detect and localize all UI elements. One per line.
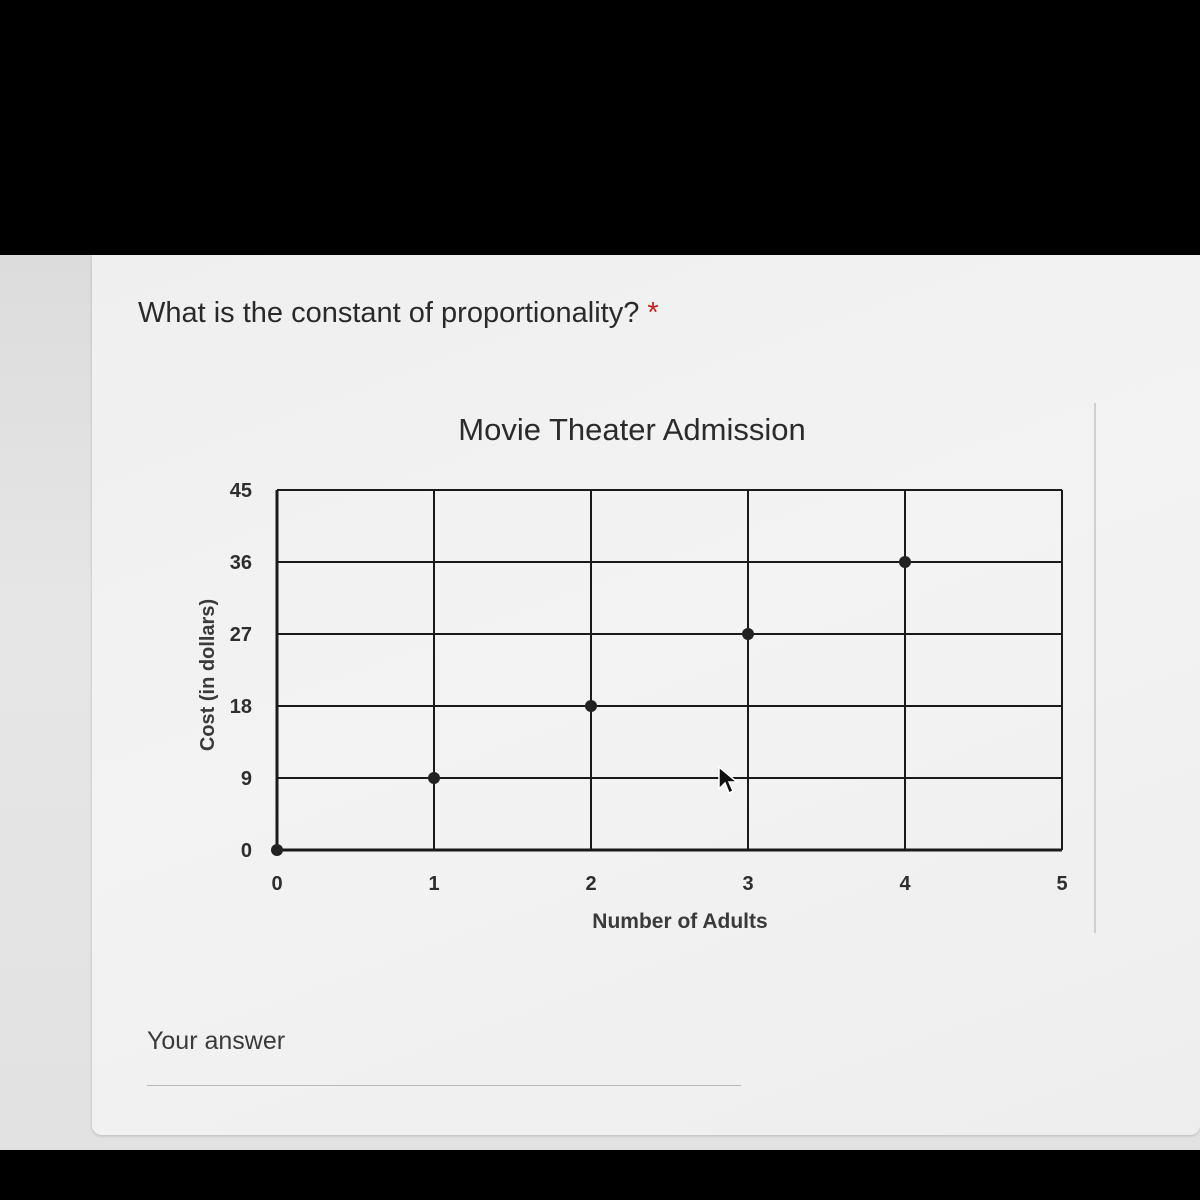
- question-card: [92, 255, 1200, 1135]
- question-title: [138, 297, 659, 330]
- y-tick-label: 18: [229, 696, 252, 718]
- data-point: [585, 700, 597, 712]
- y-tick-label: 0: [240, 840, 252, 862]
- chart-title: Movie Theater Admission: [458, 412, 806, 447]
- mouse-cursor-icon: [717, 765, 741, 797]
- x-tick-label: 2: [585, 873, 597, 895]
- chart-image: [182, 400, 1102, 960]
- y-tick-label: 36: [229, 552, 252, 574]
- data-point: [742, 628, 754, 640]
- screen: [0, 255, 1200, 1150]
- answer-label: Your answer: [147, 1027, 286, 1055]
- y-tick-label: 27: [229, 624, 252, 646]
- x-tick-label: 5: [1056, 873, 1068, 895]
- answer-input[interactable]: [147, 1053, 741, 1086]
- y-axis-label: Cost (in dollars): [197, 598, 219, 752]
- question-text: What is the constant of proportionality?: [138, 297, 640, 329]
- required-marker: *: [647, 297, 659, 329]
- x-tick-label: 3: [742, 873, 754, 895]
- data-point: [899, 556, 911, 568]
- x-tick-label: 0: [271, 873, 283, 895]
- data-point: [271, 844, 283, 856]
- x-tick-label: 1: [428, 873, 440, 895]
- y-tick-label: 9: [240, 768, 252, 790]
- x-axis-label: Number of Adults: [592, 910, 768, 933]
- y-tick-label: 45: [229, 480, 252, 502]
- data-point: [428, 772, 440, 784]
- x-tick-label: 4: [899, 873, 911, 895]
- movie-admission-chart: [182, 400, 1102, 960]
